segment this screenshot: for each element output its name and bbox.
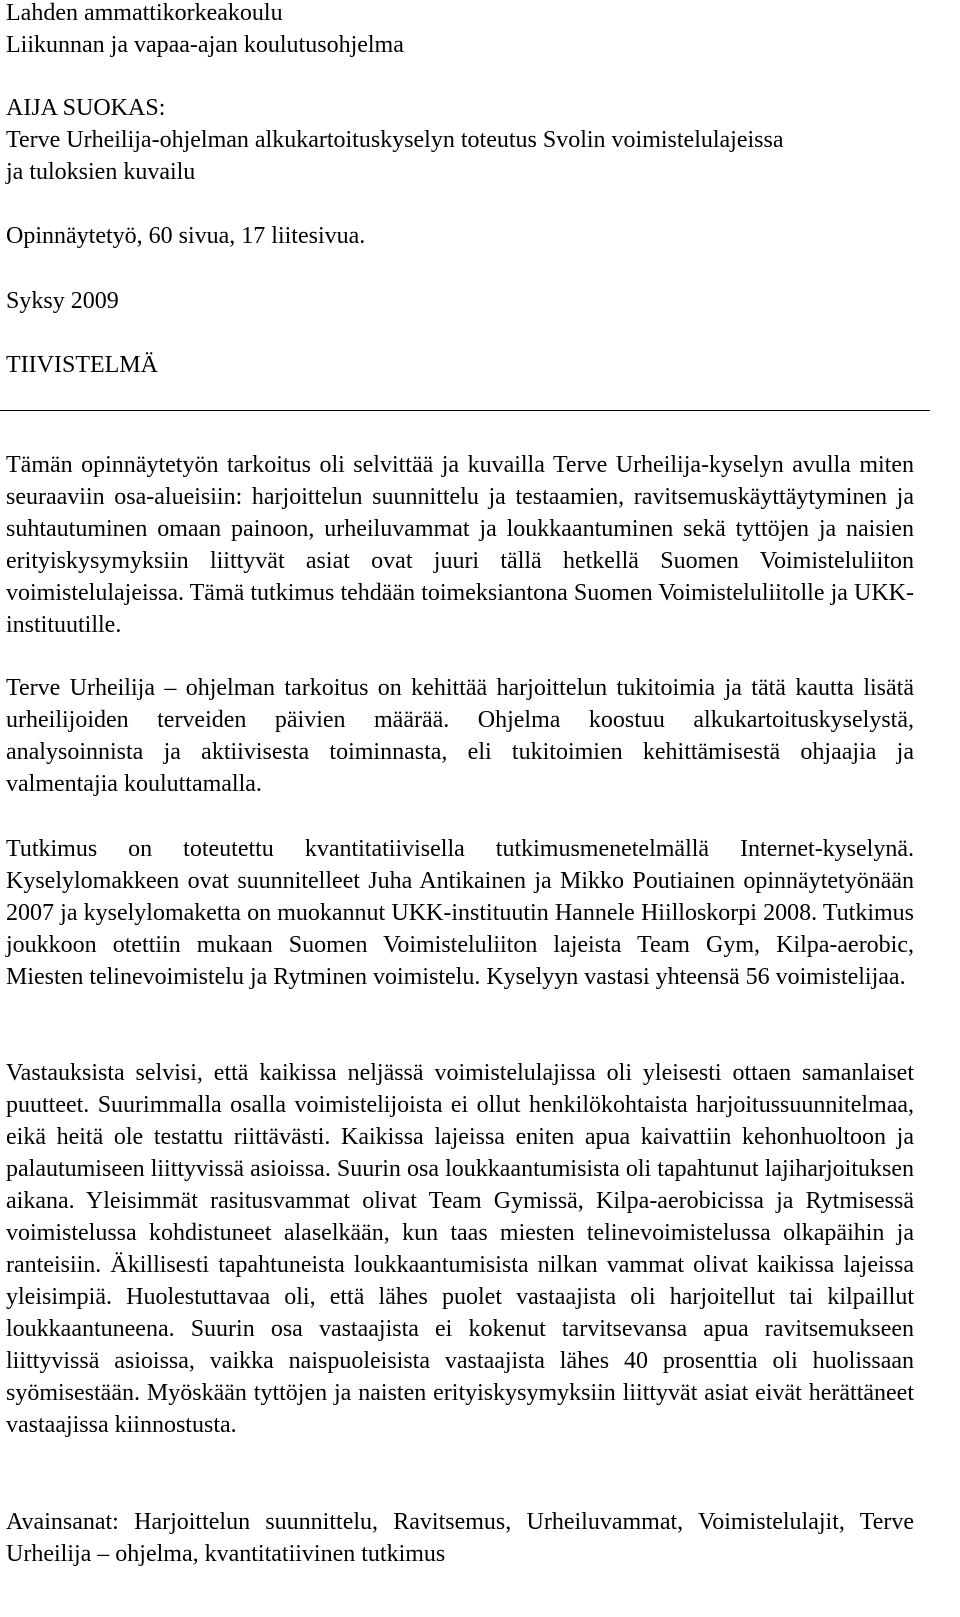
divider bbox=[0, 410, 930, 411]
institution: Lahden ammattikorkeakoulu bbox=[6, 0, 283, 26]
keywords: Avainsanat: Harjoittelun suunnittelu, Ravitsemus, Urheiluvammat, Voimistelulajit, Terve Urheilija – ohjelma, kvantitatiivinen tutkimus bbox=[6, 1509, 914, 1567]
thesis-title-line-1: Terve Urheilija-ohjelman alkukartoituskyselyn toteutus Svolin voimistelulajeissa bbox=[6, 127, 784, 153]
abstract-paragraph-4: Vastauksista selvisi, että kaikissa neljässä voimistelulajissa oli yleisesti ottaen samanlaiset puutteet. Suurimmalla osalla voimistelijoista ei ollut henkilökohtaista harjoitussuunnitelmaa, eikä heitä ole testattu riittävästi. Kaikissa lajeissa eniten apua kaivattiin kehonhuoltoon ja palautumiseen liittyvissä asioissa. Suurin osa loukkaantumisista oli tapahtunut lajiharjoituksen aikana. Yleisimmät rasitusvammat olivat Team Gymissä, Kilpa-aerobicissa ja Rytmisessä voimistelussa kohdistuneet alaselkään, kun taas miesten telinevoimistelussa olkapäihin ja ranteisiin. Äkillisesti tapahtuneista loukkaantumisista nilkan vammat olivat kaikissa lajeissa yleisimpiä. Huolestuttavaa oli, että lähes puolet vastaajista oli harjoitellut tai kilpaillut loukkaantuneena. Suurin osa vastaajista ei kokenut tarvitsevansa apua ravitsemukseen liittyvissä asioissa, vaikka naispuoleisista vastaajista lähes 40 prosenttia oli huolissaan syömisestään. Myöskään tyttöjen ja naisten erityiskysymyksiin liittyvät asiat eivät herättäneet vastaajissa kiinnostusta. bbox=[6, 1060, 914, 1438]
abstract-paragraph-2: Terve Urheilija – ohjelman tarkoitus on kehittää harjoittelun tukitoimia ja tätä kautta lisätä urheilijoiden terveiden päivien määrää. Ohjelma koostuu alkukartoituskyselystä, analysoinnista ja aktiivisesta toiminnasta, eli tukitoimien kehittämisestä ohjaajia ja valmentajia kouluttamalla. bbox=[6, 675, 914, 797]
thesis-title-line-2: ja tuloksien kuvailu bbox=[6, 159, 196, 185]
abstract-heading: TIIVISTELMÄ bbox=[6, 352, 158, 378]
program: Liikunnan ja vapaa-ajan koulutusohjelma bbox=[6, 32, 404, 58]
abstract-paragraph-1: Tämän opinnäytetyön tarkoitus oli selvittää ja kuvailla Terve Urheilija-kyselyn avulla miten seuraaviin osa-alueisiin: harjoittelun suunnittelu ja testaamien, ravitsemuskäyttäytyminen ja suhtautuminen omaan painoon, urheiluvammat ja loukkaantuminen sekä tyttöjen ja naisien erityiskysymyksiin liittyvät asiat ovat juuri tällä hetkellä Suomen Voimisteluliiton voimistelulajeissa. Tämä tutkimus tehdään toimeksiantona Suomen Voimisteluliitolle ja UKK-instituutille. bbox=[6, 452, 914, 638]
abstract-paragraph-3: Tutkimus on toteutettu kvantitatiivisella tutkimusmenetelmällä Internet-kyselynä. Kyselylomakkeen ovat suunnitelleet Juha Antikainen ja Mikko Poutiainen opinnäytetyönään 2007 ja kyselylomaketta on muokannut UKK-instituutin Hannele Hiilloskorpi 2008. Tutkimus joukkoon otettiin mukaan Suomen Voimisteluliiton lajeista Team Gym, Kilpa-aerobic, Miesten telinevoimistelu ja Rytminen voimistelu. Kyselyyn vastasi yhteensä 56 voimistelijaa. bbox=[6, 836, 914, 990]
term: Syksy 2009 bbox=[6, 288, 119, 314]
thesis-info: Opinnäytetyö, 60 sivua, 17 liitesivua. bbox=[6, 223, 366, 249]
author: AIJA SUOKAS: bbox=[6, 95, 166, 121]
